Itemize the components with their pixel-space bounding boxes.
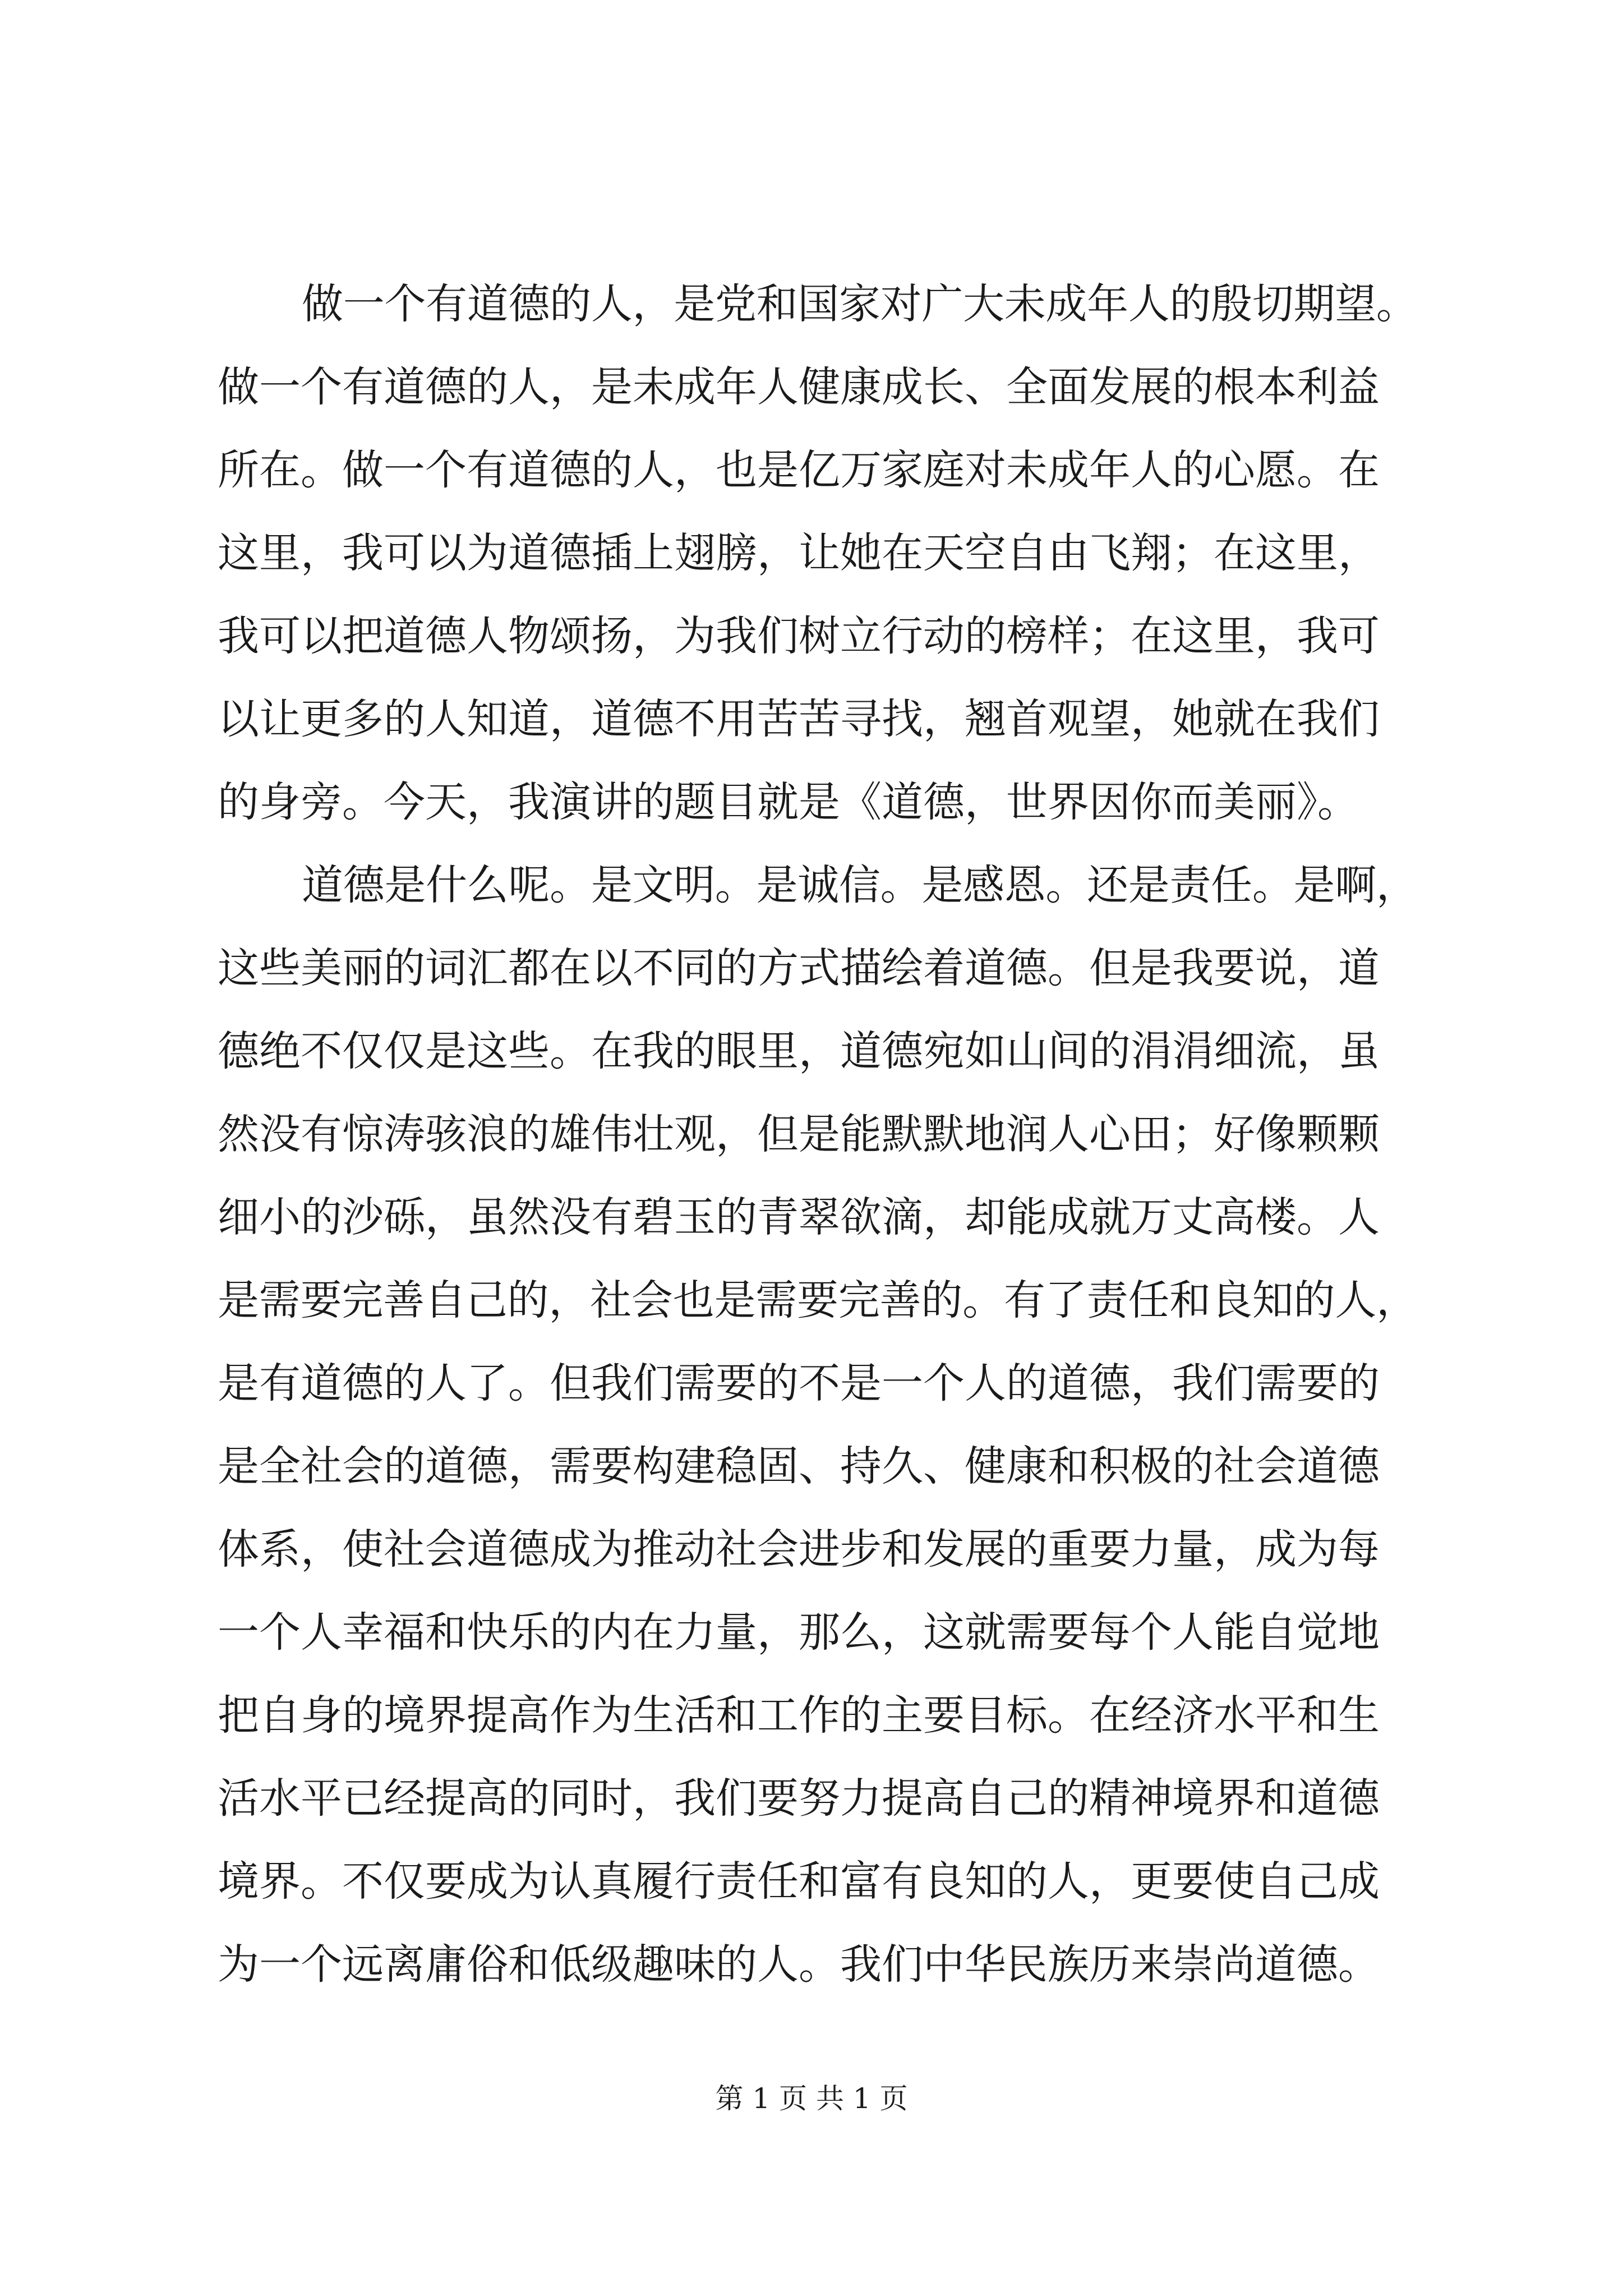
page-number-footer: 第 1 页 共 1 页 [715, 2082, 908, 2115]
paragraph-2-line-10: 一个人幸福和快乐的内在力量，那么，这就需要每个人能自觉地 [218, 1608, 1380, 1657]
paragraph-2-line-4: 然没有惊涛骇浪的雄伟壮观，但是能默默地润人心田；好像颗颗 [218, 1110, 1380, 1158]
paragraph-1-line-3: 所在。做一个有道德的人，也是亿万家庭对未成年人的心愿。在 [218, 446, 1380, 494]
paragraph-2-line-12: 活水平已经提高的同时，我们要努力提高自己的精神境界和道德 [218, 1774, 1380, 1823]
paragraph-2-line-2: 这些美丽的词汇都在以不同的方式描绘着道德。但是我要说，道 [218, 944, 1380, 992]
paragraph-1-line-6: 以让更多的人知道，道德不用苦苦寻找，翘首观望，她就在我们 [218, 695, 1380, 743]
paragraph-1-line-1: 做一个有道德的人，是党和国家对广大未成年人的殷切期望。 [302, 280, 1418, 328]
paragraph-2-line-14: 为一个远离庸俗和低级趣味的人。我们中华民族历来崇尚道德。 [218, 1940, 1380, 1989]
paragraph-1-line-2: 做一个有道德的人，是未成年人健康成长、全面发展的根本利益 [218, 363, 1380, 411]
paragraph-2-line-8: 是全社会的道德，需要构建稳固、持久、健康和积极的社会道德 [218, 1442, 1380, 1490]
paragraph-1-line-7: 的身旁。今天，我演讲的题目就是《道德，世界因你而美丽》。 [218, 778, 1359, 826]
paragraph-2-line-11: 把自身的境界提高作为生活和工作的主要目标。在经济水平和生 [218, 1691, 1380, 1740]
paragraph-2-line-1: 道德是什么呢。是文明。是诚信。是感恩。还是责任。是啊， [302, 861, 1418, 909]
paragraph-1-line-5: 我可以把道德人物颂扬，为我们树立行动的榜样；在这里，我可 [218, 612, 1380, 660]
paragraph-2-line-3: 德绝不仅仅是这些。在我的眼里，道德宛如山间的涓涓细流，虽 [218, 1027, 1380, 1075]
paragraph-2-line-6: 是需要完善自己的，社会也是需要完善的。有了责任和良知的人， [218, 1276, 1418, 1324]
paragraph-2-line-9: 体系，使社会道德成为推动社会进步和发展的重要力量，成为每 [218, 1525, 1380, 1573]
paragraph-2-line-13: 境界。不仅要成为认真履行责任和富有良知的人，更要使自己成 [218, 1857, 1380, 1906]
paragraph-2-line-5: 细小的沙砾，虽然没有碧玉的青翠欲滴，却能成就万丈高楼。人 [218, 1193, 1380, 1241]
document-body [218, 263, 1418, 2006]
paragraph-1-line-4: 这里，我可以为道德插上翅膀，让她在天空自由飞翔；在这里， [218, 529, 1380, 577]
paragraph-2-line-7: 是有道德的人了。但我们需要的不是一个人的道德，我们需要的 [218, 1359, 1380, 1407]
